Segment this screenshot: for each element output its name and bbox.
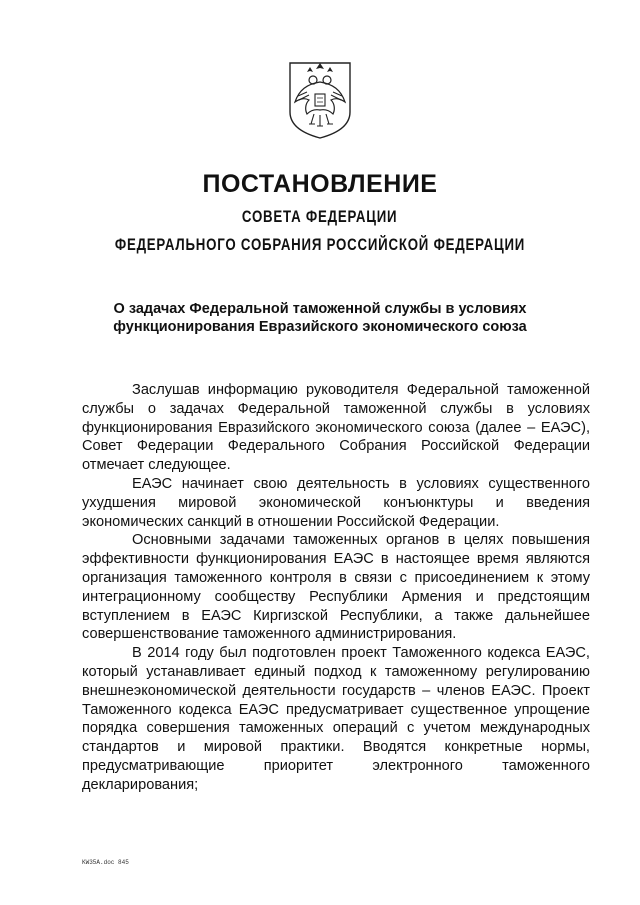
coat-of-arms-emblem [287, 60, 353, 140]
document-type-title: ПОСТАНОВЛЕНИЕ [202, 170, 438, 198]
footer-file-code: KW35A.doc 845 [82, 859, 129, 866]
body-paragraph-4: В 2014 году был подготовлен проект Таможенного кодекса ЕАЭС, который устанавливает единый подход к таможенному регулированию внешнеэкономической деятельности государств – членов ЕАЭС. Проект Таможенного кодекса ЕАЭС предусматривает существенное упрощение порядка совершения таможенных операций с учетом международных стандартов и мировой практики. Вводятся конкретные нормы, предусматривающие приоритет электронного таможенного декларирования; [82, 645, 590, 793]
body-paragraph-3: Основными задачами таможенных органов в целях повышения эффективности функционирования ЕАЭС в настоящее время являются организация таможенного контроля в связи с присоединением к этому интеграционному сообществу Республики Армения и предстоящим вступлением в ЕАЭС Киргизской Республики, а также дальнейшее совершенствование таможенного администрирования. [82, 532, 590, 643]
body-paragraph-1: Заслушав информацию руководителя Федеральной таможенной службы о задачах Федеральной таможенной службы в условиях функционирования Евразийского экономического союза (далее – ЕАЭС), Совет Федерации Федерального Собрания Российской Федерации отмечает следующее. [82, 382, 590, 474]
document-subject [80, 300, 560, 336]
issuer-line-2: ФЕДЕРАЛЬНОГО СОБРАНИЯ РОССИЙСКОЙ ФЕДЕРАЦИИ [114, 235, 526, 254]
document-body [82, 381, 590, 795]
issuer-line-1: СОВЕТА ФЕДЕРАЦИИ [242, 207, 398, 226]
subject-line-1: О задачах Федеральной таможенной службы в условиях [113, 301, 527, 317]
subject-line-2: функционирования Евразийского экономического союза [113, 319, 527, 335]
body-paragraph-2: ЕАЭС начинает свою деятельность в условиях существенного ухудшения мировой экономической конъюнктуры и введения экономических санкций в отношении Российской Федерации. [82, 475, 590, 530]
